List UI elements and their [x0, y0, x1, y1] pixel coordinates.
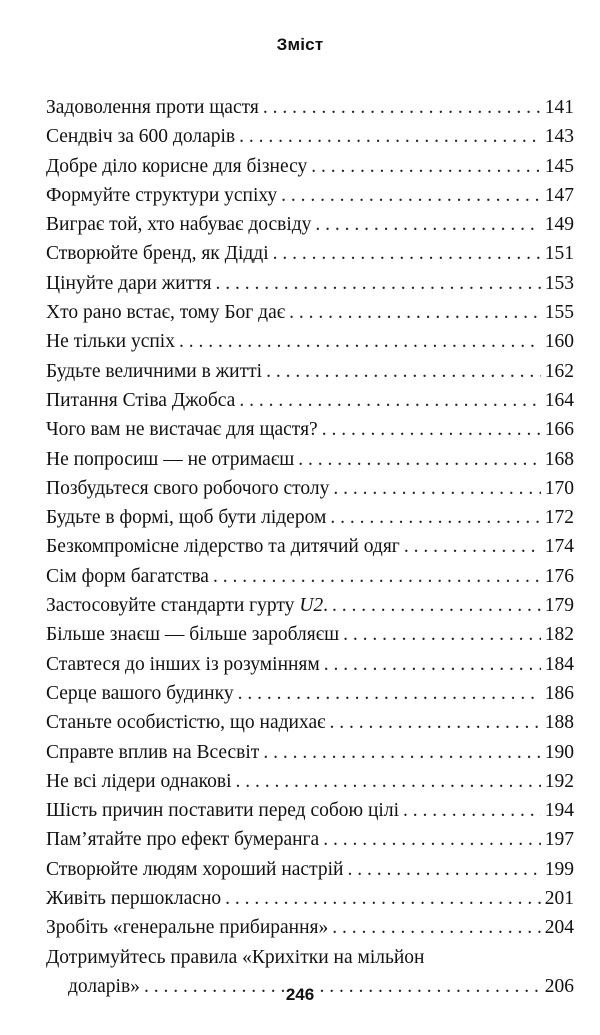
table-of-contents — [46, 97, 574, 1005]
toc-entry-title: Цінуйте дари життя — [46, 272, 212, 294]
toc-entry — [46, 624, 574, 653]
toc-entry-title: Не всі лідери однакові — [46, 770, 232, 792]
toc-leader-dots — [330, 507, 540, 529]
toc-entry-title: Ставтеся до інших із розумінням — [46, 653, 320, 675]
toc-entry-title: Справте вплив на Всесвіт — [46, 741, 260, 763]
toc-entry-title: Серце вашого будинку — [46, 682, 234, 704]
toc-entry-page: 184 — [544, 653, 574, 675]
toc-entry-title: Створюйте людям хороший настрій — [46, 858, 344, 880]
toc-entry — [46, 683, 574, 712]
toc-entry-title: Більше знаєш — більше заробляєш — [46, 624, 340, 646]
toc-entry-title: Виграє той, хто набуває досвіду — [46, 214, 312, 236]
toc-entry-title: Створюйте бренд, як Дідді — [46, 243, 269, 265]
toc-entry-title-suffix: . — [323, 595, 329, 617]
toc-entry-title: Будьте в формі, щоб бути лідером — [46, 507, 327, 529]
toc-entry-page: 168 — [544, 448, 574, 470]
toc-entry-title: Безкомпромісне лідерство та дитячий одяг — [46, 536, 400, 558]
toc-entry-page: 166 — [544, 419, 574, 441]
toc-entry-page: 190 — [544, 741, 574, 763]
toc-entry — [46, 243, 574, 272]
toc-entry-title: Живіть першокласно — [46, 888, 222, 910]
toc-leader-dots — [238, 683, 541, 705]
toc-entry-title: Позбудьтеся свого робочого столу — [46, 477, 330, 499]
toc-leader-dots — [404, 536, 541, 558]
toc-entry-title: Не попросиш — не отримаєш — [46, 448, 295, 470]
toc-entry-page: 206 — [544, 975, 574, 997]
toc-entry-page: 155 — [544, 302, 574, 324]
toc-leader-dots — [289, 302, 541, 324]
toc-leader-dots — [215, 273, 540, 295]
toc-entry — [46, 390, 574, 419]
toc-entry-title-line1: Дотримуйтесь правила «Крихітки на мільйон — [46, 946, 425, 968]
toc-entry-page: 188 — [544, 712, 574, 734]
toc-entry — [46, 654, 574, 683]
toc-entry-page: 151 — [544, 243, 574, 265]
toc-entry — [46, 97, 574, 126]
toc-leader-dots — [273, 243, 541, 265]
toc-leader-dots — [315, 214, 540, 236]
toc-entry — [46, 800, 574, 829]
toc-entry-title: Задоволення проти щастя — [46, 97, 259, 118]
toc-entry-page: 143 — [544, 126, 574, 148]
toc-entry — [46, 478, 574, 507]
toc-entry-page: 164 — [544, 389, 574, 411]
page-heading: Зміст — [276, 35, 324, 54]
toc-entry-page: 192 — [544, 770, 574, 792]
toc-leader-dots — [236, 771, 541, 793]
toc-entry — [46, 829, 574, 858]
toc-entry-title-line2: доларів» — [68, 975, 140, 997]
toc-entry-page: 182 — [544, 624, 574, 646]
toc-leader-dots — [239, 390, 540, 412]
toc-entry — [46, 331, 574, 360]
toc-entry — [46, 771, 574, 800]
toc-entry — [46, 126, 574, 155]
toc-entry — [46, 156, 574, 185]
toc-entry — [46, 185, 574, 214]
toc-leader-dots — [213, 566, 541, 588]
toc-leader-dots — [298, 449, 541, 471]
toc-leader-dots — [347, 859, 540, 881]
toc-entry — [46, 302, 574, 331]
toc-entry-page: 204 — [544, 917, 574, 939]
toc-leader-dots — [263, 97, 541, 119]
toc-entry — [46, 214, 574, 243]
toc-entry-page: 145 — [544, 155, 574, 177]
toc-leader-dots — [311, 156, 540, 178]
toc-entry-page: 162 — [544, 360, 574, 382]
toc-entry-title: Станьте особистістю, що надихає — [46, 712, 326, 734]
toc-entry — [46, 595, 574, 624]
toc-entry-title: Сендвіч за 600 доларів — [46, 126, 236, 148]
toc-leader-dots — [330, 712, 541, 734]
toc-entry-page: 172 — [544, 507, 574, 529]
toc-entry-title: Хто рано встає, тому Бог дає — [46, 302, 286, 324]
toc-leader-dots — [239, 126, 541, 148]
toc-entry-title: Питання Стіва Джобса — [46, 389, 236, 411]
toc-entry — [46, 859, 574, 888]
toc-entry-title: Чого вам не вистачає для щастя? — [46, 419, 318, 441]
toc-entry-page: 179 — [544, 595, 574, 617]
toc-entry-page: 194 — [544, 800, 574, 822]
toc-leader-dots — [324, 654, 541, 676]
toc-entry — [46, 566, 574, 595]
toc-entry-title: Добре діло корисне для бізнесу — [46, 155, 308, 177]
toc-entry-page: 197 — [544, 829, 574, 851]
toc-entry-page: 186 — [544, 682, 574, 704]
toc-entry-title: Будьте величними в житті — [46, 360, 263, 382]
toc-leader-dots — [333, 478, 540, 500]
toc-leader-dots — [332, 595, 541, 617]
toc-leader-dots — [225, 888, 541, 910]
toc-entry-page: 147 — [544, 184, 574, 206]
toc-leader-dots — [322, 419, 541, 441]
toc-entry-title-italic: U2 — [299, 595, 324, 617]
toc-leader-dots — [323, 829, 541, 851]
toc-entry-page: 141 — [544, 97, 574, 118]
toc-entry-title: Пам’ятайте про ефект бумеранга — [46, 829, 320, 851]
toc-leader-dots — [281, 185, 541, 207]
toc-entry — [46, 917, 574, 946]
page-number: 246 — [285, 985, 315, 1004]
toc-entry — [46, 742, 574, 771]
toc-entry-title: Сім форм багатства — [46, 565, 209, 587]
toc-entry-page: 160 — [544, 331, 574, 353]
toc-entry — [46, 712, 574, 741]
toc-entry-page: 174 — [544, 536, 574, 558]
toc-entry-page: 201 — [544, 888, 574, 910]
toc-entry-page: 149 — [544, 214, 574, 236]
toc-leader-dots — [403, 800, 541, 822]
toc-entry — [46, 419, 574, 448]
toc-leader-dots — [266, 361, 541, 383]
toc-entry — [46, 507, 574, 536]
toc-entry — [46, 273, 574, 302]
toc-entry — [46, 888, 574, 917]
toc-entry-title: Зробіть «генеральне прибирання» — [46, 917, 329, 939]
toc-entry-title: Формуйте структури успіху — [46, 184, 278, 206]
toc-leader-dots — [332, 917, 540, 939]
toc-entry-page: 153 — [544, 272, 574, 294]
toc-entry-title — [46, 595, 328, 617]
toc-leader-dots — [263, 742, 540, 764]
toc-leader-dots — [343, 624, 541, 646]
toc-entry — [46, 449, 574, 478]
toc-entry-page: 170 — [544, 477, 574, 499]
toc-entry-page: 199 — [544, 858, 574, 880]
toc-entry — [46, 536, 574, 565]
toc-entry-title: Шість причин поставити перед собою цілі — [46, 800, 399, 822]
toc-entry-title: Не тільки успіх — [46, 331, 175, 353]
toc-entry-page: 176 — [544, 565, 574, 587]
toc-entry-title-prefix: Застосовуйте стандарти гурту — [46, 595, 300, 617]
toc-entry — [46, 361, 574, 390]
toc-leader-dots — [179, 331, 541, 353]
